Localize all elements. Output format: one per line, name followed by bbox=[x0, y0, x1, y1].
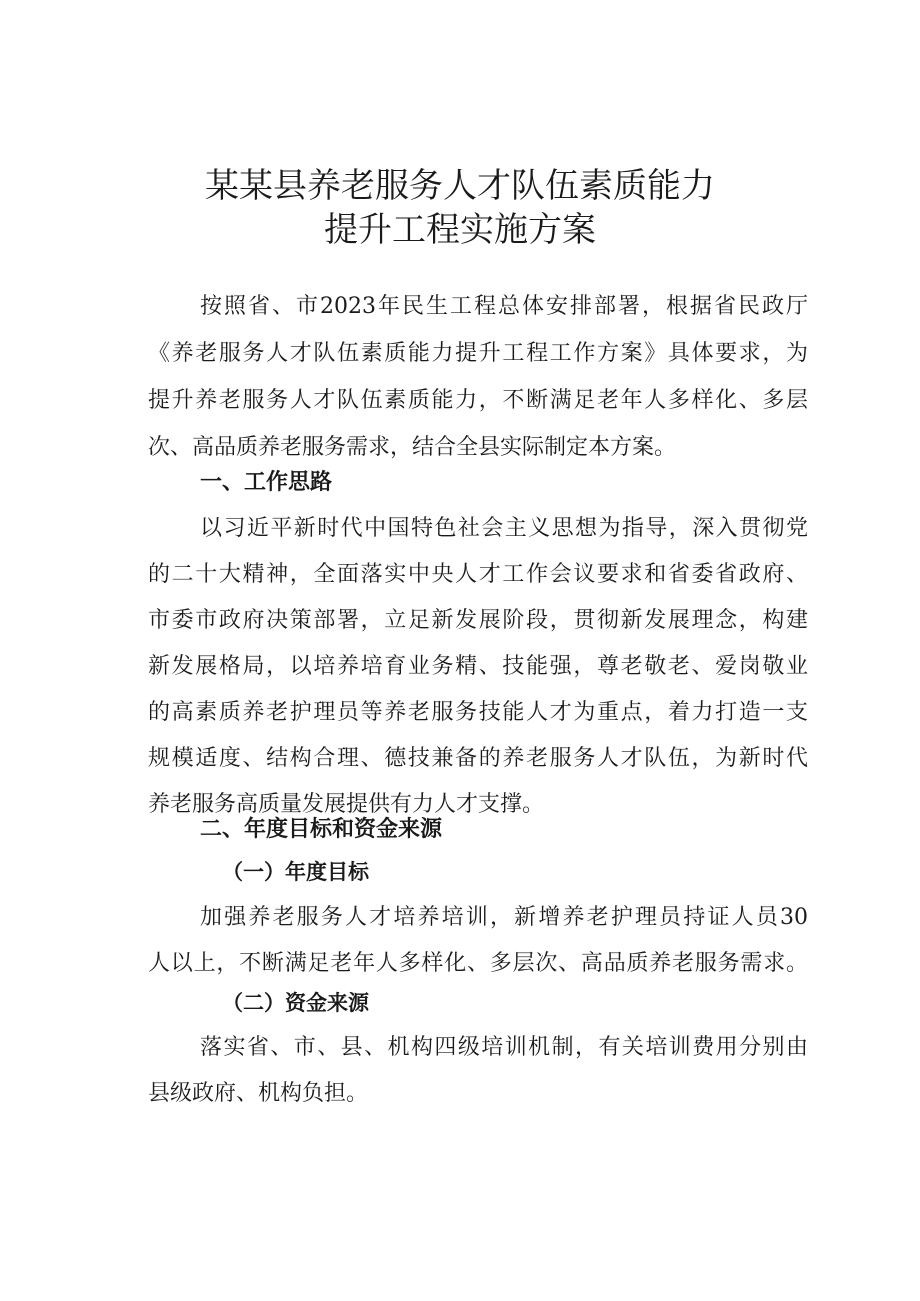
section1-paragraph-line: 新发展格局，以培养培育业务精、技能强，尊老敬老、爱岗敬业 bbox=[148, 654, 808, 679]
section-heading-work-approach: 一、工作思路 bbox=[200, 470, 333, 495]
subsection2-paragraph-line: 落实省、市、县、机构四级培训机制，有关培训费用分别由 bbox=[200, 1035, 808, 1060]
intro-paragraph-line: 《养老服务人才队伍素质能力提升工程工作方案》具体要求，为 bbox=[148, 341, 808, 366]
intro-paragraph-line: 按照省、市2023年民生工程总体安排部署，根据省民政厅 bbox=[200, 294, 808, 319]
intro-paragraph-line: 次、高品质养老服务需求，结合全县实际制定本方案。 bbox=[148, 435, 677, 460]
document-title-line-1: 某某县养老服务人才队伍素质能力 bbox=[205, 166, 715, 206]
section1-paragraph-line: 的二十大精神，全面落实中央人才工作会议要求和省委省政府、 bbox=[148, 562, 808, 587]
section1-paragraph-line: 规模适度、结构合理、德技兼备的养老服务人才队伍，为新时代 bbox=[148, 746, 808, 771]
subsection-heading-annual-goals: （一）年度目标 bbox=[222, 860, 369, 884]
subsection2-paragraph-line: 县级政府、机构负担。 bbox=[148, 1081, 369, 1106]
section1-paragraph-line: 市委市政府决策部署，立足新发展阶段，贯彻新发展理念，构建 bbox=[148, 608, 808, 633]
subsection1-paragraph-line: 人以上，不断满足老年人多样化、多层次、高品质养老服务需求。 bbox=[148, 951, 808, 976]
section1-paragraph-line: 的高素质养老护理员等养老服务技能人才为重点，着力打造一支 bbox=[148, 700, 808, 725]
section-heading-annual-goals-funding: 二、年度目标和资金来源 bbox=[200, 817, 443, 842]
intro-paragraph-line: 提升养老服务人才队伍素质能力，不断满足老年人多样化、多层 bbox=[148, 388, 808, 413]
subsection-heading-funding-source: （二）资金来源 bbox=[222, 991, 369, 1015]
section1-paragraph-line: 以习近平新时代中国特色社会主义思想为指导，深入贯彻党 bbox=[200, 516, 808, 541]
subsection1-paragraph-line: 加强养老服务人才培养培训，新增养老护理员持证人员30 bbox=[200, 905, 808, 930]
section1-paragraph-line: 养老服务高质量发展提供有力人才支撑。 bbox=[148, 792, 545, 817]
document-title-line-2: 提升工程实施方案 bbox=[324, 210, 596, 250]
